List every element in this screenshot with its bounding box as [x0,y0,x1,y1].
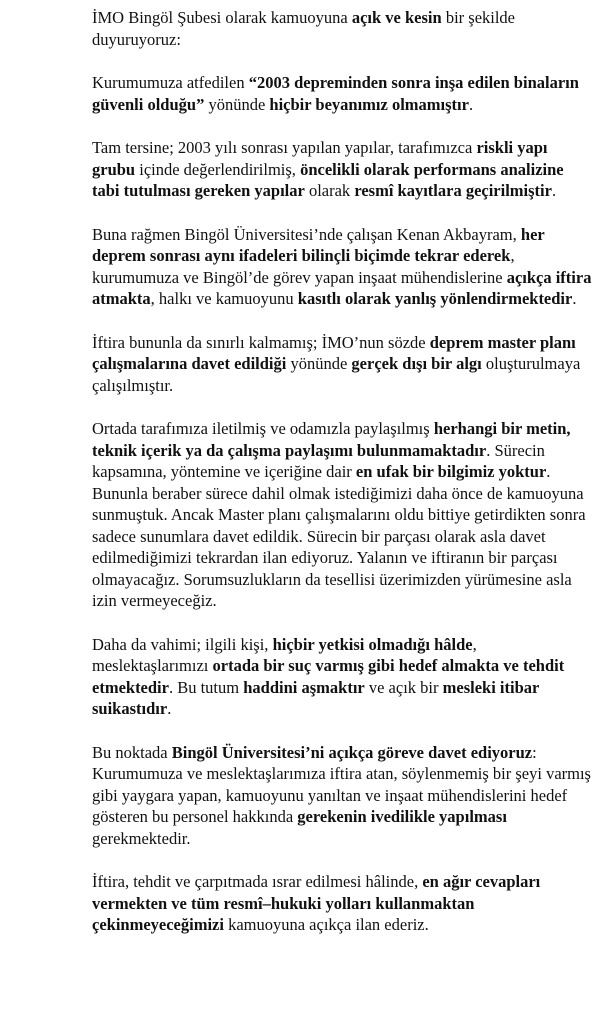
paragraph-threats: Daha da vahimi; ilgili kişi, hiçbir yetkisi olmadığı hâlde, meslektaşlarımızı ortada bir suç varmış gibi hedef almakta ve tehdit etmektedir. Bu tutum haddini aşmaktır ve açık bir mesleki itibar suikastıdır. [92,634,565,718]
paragraph-risky-buildings: Tam tersine; 2003 yılı sonrası yapılan yapılar, tarafımızca riskli yapı grubu içinde değerlendirilmiş, öncelikli olarak performans analizine tabi tutulması gereken yapılar olarak resmî kayıtlara geçirilmiştir. [92,138,564,200]
paragraph-no-content-shared: Ortada tarafımıza iletilmiş ve odamızla paylaşılmış herhangi bir metin, teknik içerik ya da çalışma paylaşımı bulunmamaktadır. Sürecin kapsamına, yöntemine ve içeriğine dair en ufak bir bilgimiz yoktur. Bununla beraber sürece dahil olmak istediğimizi daha önce de kamuoyuna sunmuştuk. Ancak Master planı çalışmalarını oldu bittiye getirdikten sonra sadece sunumlara davet edildik. Sürecin bir parçası olarak asla davet edilmediğimizi tekrardan ilan ediyoruz. Yalanın ve iftiranın bir parçası olmayacağız. Sorumsuzlukların da tesellisi üzerimizden yürümesine asla izin vermeyeceğiz. [92,419,586,610]
statement-document [92,7,592,958]
paragraph-master-plan: İftira bununla da sınırlı kalmamış; İMO’nun sözde deprem master planı çalışmalarına davet edildiği yönünde gerçek dışı bir algı oluşturulmaya çalışılmıştır. [92,332,581,395]
paragraph-call-to-university: Bu noktada Bingöl Üniversitesi’ni açıkça göreve davet ediyoruz: Kurumumuza ve meslektaşlarımıza iftira atan, söylenmemiş bir şeyi varmış gibi yaygara yapan, kamuoyunu yanıltan ve inşaat mühendislerini hedef gösteren bu personel hakkında gerekenin ivedilikle yapılması gerekmektedir. [92,742,591,848]
paragraph-legal-warning: İftira, tehdit ve çarpıtmada ısrar edilmesi hâlinde, en ağır cevapları vermekten ve tüm resmî–hukuki yolları kullanmaktan çekinmeyeceğimizi kamuoyuna açıkça ilan ederiz. [92,872,541,934]
paragraph-accusation: Buna rağmen Bingöl Üniversitesi’nde çalışan Kenan Akbayram, her deprem sonrası aynı ifadeleri bilinçli biçimde tekrar ederek, kurumumuza ve Bingöl’de görev yapan inşaat mühendislerine açıkça iftira atmakta, halkı ve kamuoyunu kasıtlı olarak yanlış yönlendirmektedir. [92,224,592,308]
paragraph-no-statement: Kurumumuza atfedilen “2003 depreminden sonra inşa edilen binaların güvenli olduğu” yönünde hiçbir beyanımız olmamıştır. [92,73,579,114]
paragraph-announcement-intro: İMO Bingöl Şubesi olarak kamuoyuna açık ve kesin bir şekilde duyuruyoruz: [92,8,516,49]
